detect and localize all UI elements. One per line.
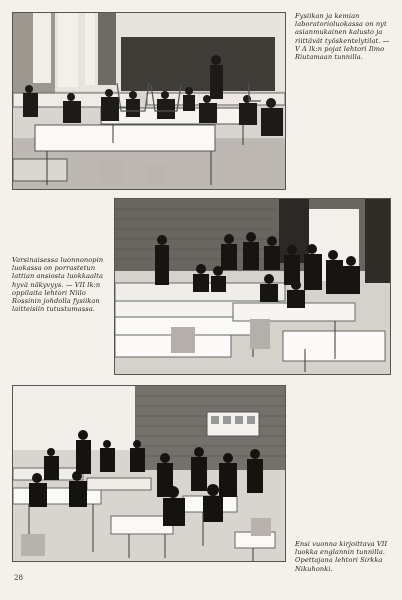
photo-science-classroom	[114, 198, 391, 375]
caption-top: Fysiikan ja kemian laboratorioluokassa on nyt asianmukainen kalusto ja riittävät työskentelytilat. — V A lk:n pojat lehtori Ilmo Riutamaan tunnilla.	[295, 12, 390, 62]
caption-bottom: Ensi vuonna kirjoittava VII luokka englannin tunnilla. Opettajana lehtori Sirkka Nikuhonki.	[295, 540, 388, 573]
photo-laboratory	[12, 12, 286, 190]
photo-english-lesson	[12, 385, 286, 562]
caption-middle: Varsinaisessa luonnonopin luokassa on porrastetun lattian ansiosta luokkaalta hyvä näkyvyys. — VII lk:n oppilaita lehtori Niilo Rossinin johdolla fysiikan laitteisiin tutustumassa.	[12, 256, 104, 314]
page-number: 28	[14, 574, 23, 582]
